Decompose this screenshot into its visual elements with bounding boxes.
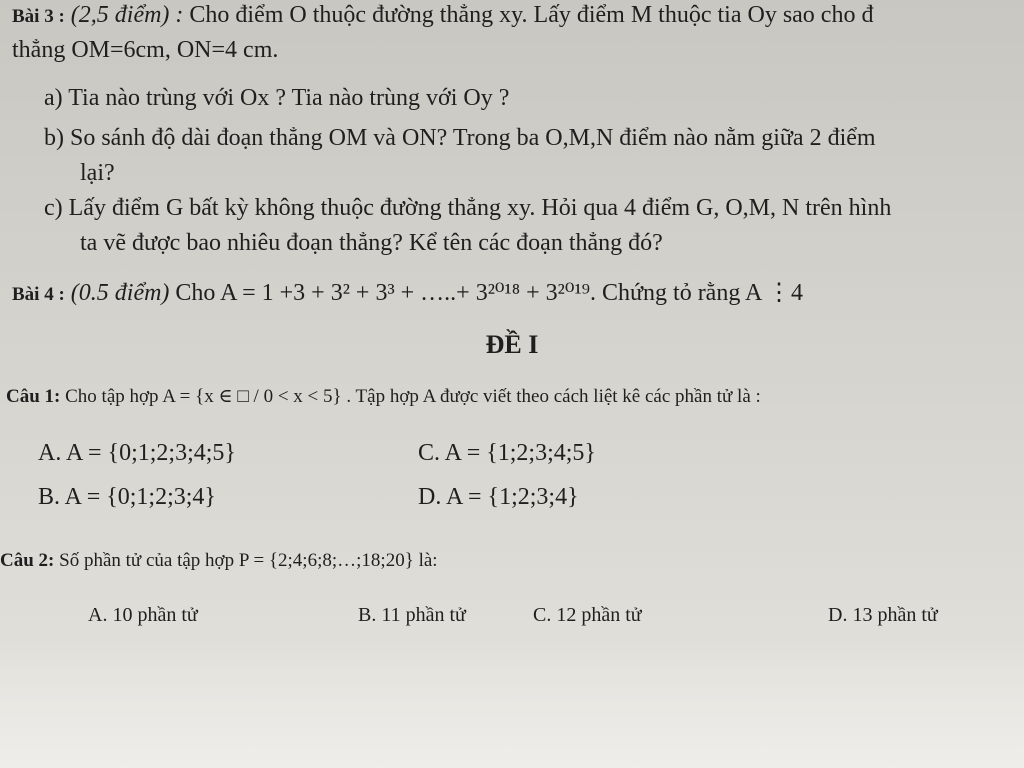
bai4-label: Bài 4 :	[12, 284, 65, 305]
bai3-text1: Cho điểm O thuộc đường thẳng xy. Lấy điểm M thuộc tia Oy sao cho đ	[189, 2, 874, 28]
bai3-question-a: a) Tia nào trùng với Ox ? Tia nào trùng với Oy ?	[44, 85, 510, 111]
cau1-option-b: B. A = {0;1;2;3;4}	[38, 484, 216, 510]
bai4-line	[12, 278, 803, 307]
bai3-question-b-line2: lại?	[80, 160, 115, 186]
cau2-option-d: D. 13 phần tử	[828, 604, 938, 626]
cau1-text: Cho tập hợp A = {x ∈ □ / 0 < x < 5} . Tập hợp A được viết theo cách liệt kê các phần tử là :	[65, 386, 761, 407]
cau2-label: Câu 2:	[0, 550, 55, 571]
cau2-question	[0, 550, 438, 572]
cau2-option-a: A. 10 phần tử	[88, 604, 198, 626]
bai3-label: Bài 3 :	[12, 6, 65, 27]
cau2-option-c: C. 12 phần tử	[533, 604, 642, 626]
cau2-text: Số phần tử của tập hợp P = {2;4;6;8;…;18;20} là:	[59, 550, 438, 571]
bai4-points: (0.5 điểm)	[70, 280, 170, 306]
bai3-question-b-line1: b) So sánh độ dài đoạn thẳng OM và ON? Trong ba O,M,N điểm nào nằm giữa 2 điểm	[44, 125, 876, 151]
bai4-text: Cho A = 1 +3 + 3² + 3³ + …..+ 3²⁰¹⁸ + 3²⁰¹⁹. Chứng tỏ rằng A ⋮4	[175, 280, 804, 306]
cau1-label: Câu 1:	[6, 386, 61, 407]
cau1-question	[6, 385, 761, 408]
bai3-question-c-line2: ta vẽ được bao nhiêu đoạn thẳng? Kể tên các đoạn thẳng đó?	[80, 230, 663, 256]
cau1-option-d: D. A = {1;2;3;4}	[418, 484, 579, 510]
bai3-line1	[12, 2, 873, 29]
cau1-option-a: A. A = {0;1;2;3;4;5}	[38, 440, 236, 466]
cau2-option-b: B. 11 phần tử	[358, 604, 466, 626]
bai3-points: (2,5 điểm) :	[70, 2, 184, 28]
bai3-line2: thẳng OM=6cm, ON=4 cm.	[12, 37, 279, 63]
bai3-question-c-line1: c) Lấy điểm G bất kỳ không thuộc đường thẳng xy. Hỏi qua 4 điểm G, O,M, N trên hình	[44, 195, 892, 221]
de-title: ĐỀ I	[485, 330, 539, 359]
paper-shadow	[0, 638, 1024, 768]
cau1-option-c: C. A = {1;2;3;4;5}	[418, 440, 596, 466]
